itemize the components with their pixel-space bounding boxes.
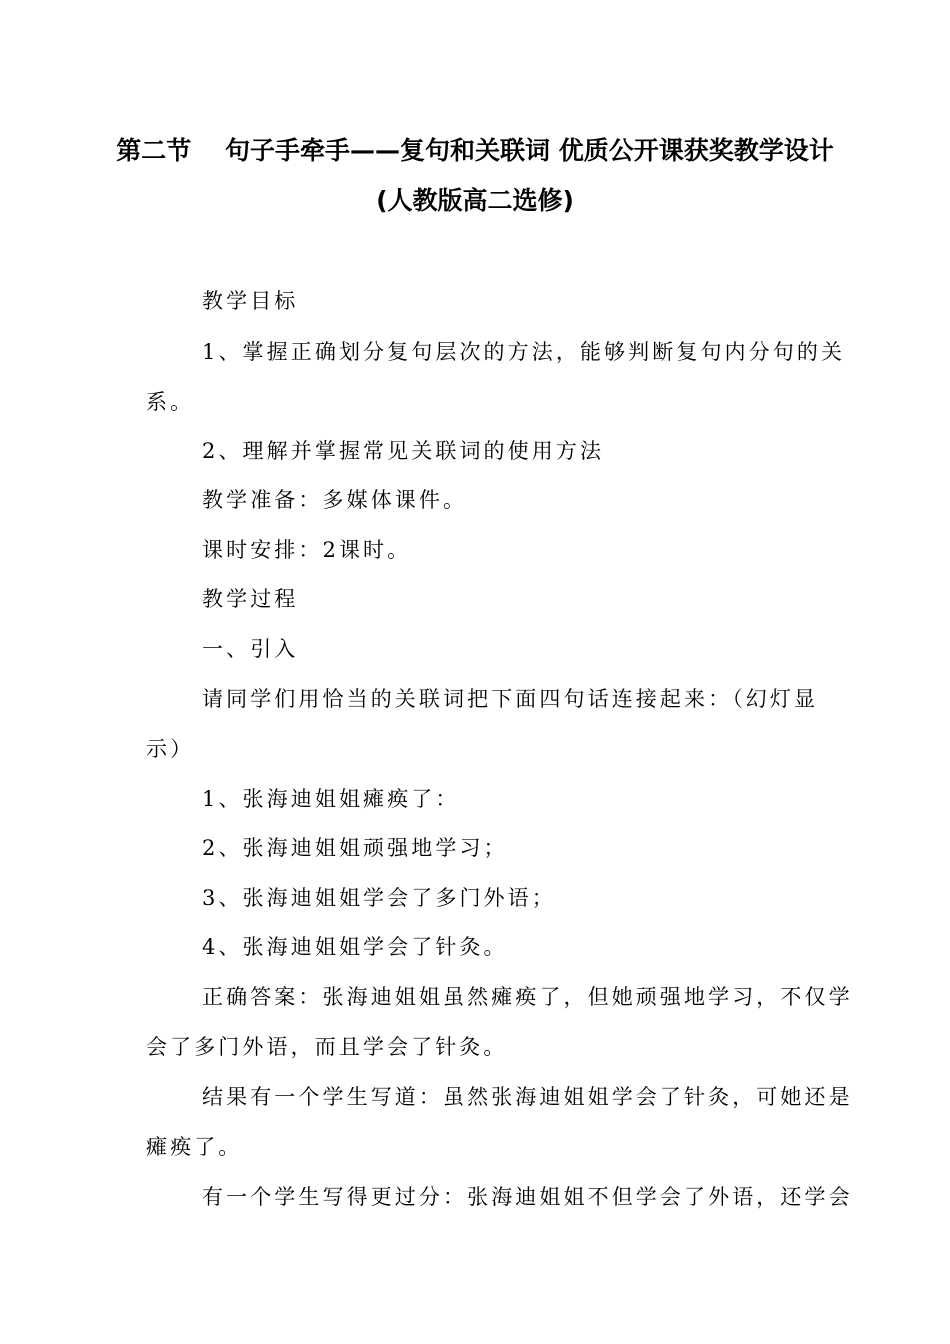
answer-line-1: 正确答案：张海迪姐姐虽然瘫痪了，但她顽强地学习，不仅学 [202, 985, 853, 1009]
goal-2: 2、理解并掌握常见关联词的使用方法 [202, 439, 605, 463]
student-example-2-line-1: 有一个学生写得更过分：张海迪姐姐不但学会了外语，还学会 [202, 1185, 853, 1209]
instruction-line-2: 示） [146, 737, 195, 761]
sentence-item-2: 2、张海迪姐姐顽强地学习； [202, 836, 508, 860]
goal-1-line-1: 1、掌握正确划分复句层次的方法，能够判断复句内分句的关 [202, 340, 846, 364]
answer-line-2: 会了多门外语，而且学会了针灸。 [146, 1035, 508, 1059]
sentence-item-3: 3、张海迪姐姐学会了多门外语； [202, 886, 556, 910]
heading-teaching-process: 教学过程 [202, 587, 299, 611]
lesson-schedule: 课时安排：2课时。 [202, 538, 412, 562]
instruction-line-1: 请同学们用恰当的关联词把下面四句话连接起来：（幻灯显 [202, 687, 819, 711]
goal-1-line-2: 系。 [146, 390, 195, 414]
student-example-1-line-2: 瘫痪了。 [146, 1135, 243, 1159]
student-example-1-line-1: 结果有一个学生写道：虽然张海迪姐姐学会了针灸，可她还是 [202, 1085, 853, 1109]
sentence-item-4: 4、张海迪姐姐学会了针灸。 [202, 935, 508, 959]
teaching-preparation: 教学准备：多媒体课件。 [202, 488, 468, 512]
document-title: 第二节 句子手牵手——复句和关联词 优质公开课获奖教学设计 [116, 136, 834, 165]
heading-teaching-goals: 教学目标 [202, 289, 299, 313]
sentence-item-1: 1、张海迪姐姐瘫痪了： [202, 787, 460, 811]
document-subtitle: (人教版高二选修) [376, 186, 574, 215]
section-introduction: 一、引入 [202, 637, 299, 661]
